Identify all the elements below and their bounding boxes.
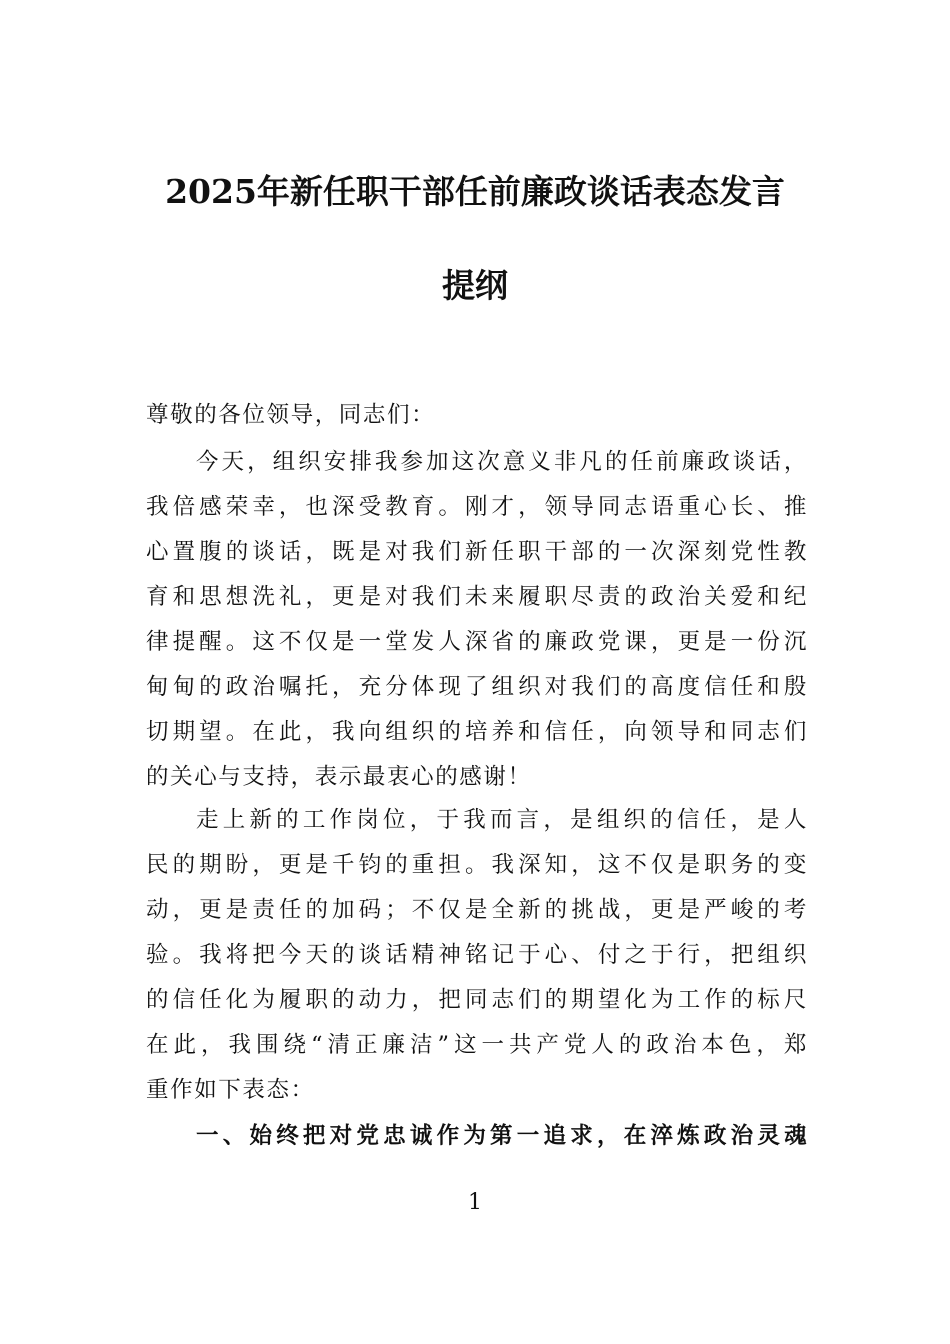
paragraph-line: 心置腹的谈话，既是对我们新任职干部的一次深刻党性教 [146, 539, 808, 565]
paragraph-line: 今天，组织安排我参加这次意义非凡的任前廉政谈话， [196, 449, 808, 475]
paragraph-opening [146, 440, 808, 800]
paragraph-line: 律提醒。这不仅是一堂发人深省的廉政党课，更是一份沉 [146, 629, 808, 655]
document-title-line2: 提纲 [442, 266, 508, 305]
paragraph-commitment [146, 798, 808, 1113]
paragraph-line: 民的期盼，更是千钧的重担。我深知，这不仅是职务的变 [146, 852, 808, 878]
paragraph-line: 切期望。在此，我向组织的培养和信任，向领导和同志们 [146, 719, 808, 745]
paragraph-line: 的信任化为履职的动力，把同志们的期望化为工作的标尺 [146, 987, 808, 1013]
paragraph-line: 的关心与支持，表示最衷心的感谢！ [146, 764, 532, 790]
paragraph-line: 甸甸的政治嘱托，充分体现了组织对我们的高度信任和殷 [146, 674, 808, 700]
section-heading-1: 一、始终把对党忠诚作为第一追求，在淬炼政治灵魂 [196, 1123, 808, 1149]
paragraph-line: 在此，我围绕“清正廉洁”这一共产党人的政治本色，郑 [146, 1032, 808, 1058]
paragraph-line: 走上新的工作岗位，于我而言，是组织的信任，是人 [196, 807, 808, 833]
paragraph-line: 育和思想洗礼，更是对我们未来履职尽责的政治关爱和纪 [146, 584, 808, 610]
paragraph-line: 验。我将把今天的谈话精神铭记于心、付之于行，把组织 [146, 942, 808, 968]
paragraph-line: 重作如下表态： [146, 1077, 315, 1103]
paragraph-line: 动，更是责任的加码；不仅是全新的挑战，更是严峻的考 [146, 897, 808, 923]
page-number: 1 [468, 1190, 482, 1215]
salutation: 尊敬的各位领导，同志们： [146, 402, 436, 428]
paragraph-line: 我倍感荣幸，也深受教育。刚才，领导同志语重心长、推 [146, 494, 808, 520]
document-title-line1: 2025年新任职干部任前廉政谈话表态发言 [165, 172, 785, 211]
